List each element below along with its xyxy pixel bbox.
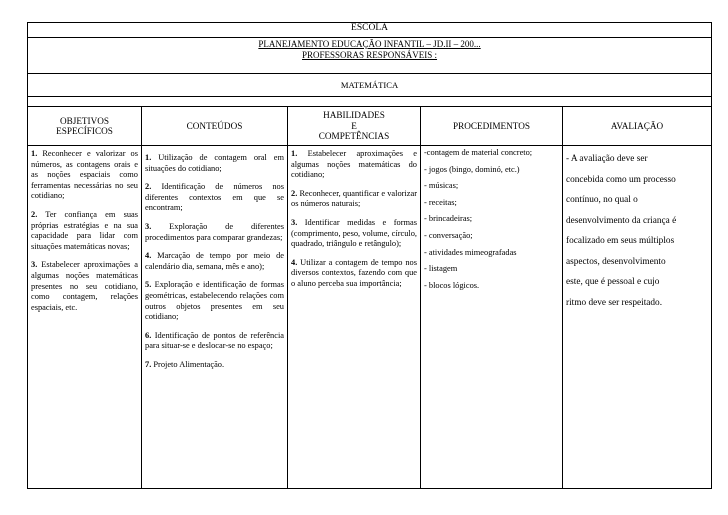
procedimento-item: - receitas;	[424, 197, 457, 207]
col-habilidades-line1: HABILIDADES	[323, 110, 385, 121]
content-row	[28, 146, 712, 489]
habilidade-item: 1. Estabelecer aproximações e algumas noções matemáticas do cotidiano;	[291, 149, 417, 180]
conteudo-item: 4. Marcação de tempo por meio de calendário dia, semana, mês e ano);	[145, 251, 284, 271]
col-objetivos: OBJETIVOS ESPECÍFICOS	[28, 107, 142, 146]
plan-title: PLANEJAMENTO EDUCAÇÃO INFANTIL – JD.II – 200...	[258, 39, 481, 49]
col-conteudos: CONTEÚDOS	[142, 107, 288, 146]
avaliacao-line: contínuo, no qual o	[566, 195, 638, 205]
procedimento-item: - jogos (bingo, dominó, etc.)	[424, 164, 520, 174]
habilidade-item: 4. Utilizar a contagem de tempo nos diversos contextos, fazendo com que o aluno perceba sua importância;	[291, 257, 417, 288]
procedimento-item: - brincadeiras;	[424, 214, 473, 224]
avaliacao-cell	[563, 146, 712, 489]
procedimento-item: - atividades mimeografadas	[424, 247, 517, 257]
col-habilidades	[288, 107, 421, 146]
procedimentos-cell	[421, 146, 563, 489]
avaliacao-line: concebida como um processo	[566, 174, 676, 185]
avaliacao-line: aspectos, desenvolvimento	[566, 256, 666, 267]
planning-table	[27, 22, 712, 489]
spacer-cell	[28, 97, 712, 107]
procedimento-item: - blocos lógicos.	[424, 280, 480, 290]
procedimento-item: - músicas;	[424, 181, 459, 191]
conteudo-item: 2. Identificação de números nos diferentes contextos em que se encontram;	[145, 182, 284, 213]
conteudo-item: 3. Exploração de diferentes procedimentos para comparar grandezas;	[145, 221, 284, 242]
habilidade-item: 2. Reconhecer, quantificar e valorizar os números naturais;	[291, 188, 417, 209]
avaliacao-line: ritmo deve ser respeitado.	[566, 297, 663, 308]
conteudo-item: 5. Exploração e identificação de formas geométricas, estabelecendo relações com outros objetos presentes em seu cotidiano;	[145, 280, 284, 322]
col-avaliacao: AVALIAÇÃO	[563, 107, 712, 146]
objetivo-item: 3. Estabelecer aproximações a algumas noções matemáticas presentes no seu cotidiano, como contagem, relações espaciais, etc.	[31, 260, 138, 312]
planning-sheet	[27, 22, 711, 489]
avaliacao-line: desenvolvimento da criança é	[566, 215, 677, 226]
procedimento-item: -contagem de material concreto;	[424, 148, 533, 157]
avaliacao-line: - A avaliação deve ser	[566, 154, 648, 164]
col-procedimentos: PROCEDIMENTOS	[421, 107, 563, 146]
column-header-row	[28, 107, 712, 146]
title-row	[28, 38, 712, 74]
habilidades-cell	[288, 146, 421, 489]
teachers-label: PROFESSORAS RESPONSÁVEIS :	[302, 50, 438, 60]
school-name: ESCOLA	[28, 23, 712, 38]
col-habilidades-line3: COMPETÊNCIAS	[318, 131, 390, 142]
avaliacao-line: este, que é pessoal e cujo	[566, 277, 660, 287]
subject-row	[28, 74, 712, 97]
conteudos-cell	[142, 146, 288, 489]
col-habilidades-line2: E	[351, 120, 357, 131]
spacer-row	[28, 97, 712, 107]
objetivo-item: 1. Reconhecer e valorizar os números, as contagens orais e as noções espaciais como ferramentas necessárias no seu cotidiano;	[31, 149, 138, 201]
school-row	[28, 23, 712, 38]
avaliacao-line: focalizado em seus múltiplos	[566, 236, 675, 246]
habilidade-item: 3. Identificar medidas e formas (comprimento, peso, volume, círculo, quadrado, triângulo e retângulo);	[291, 217, 417, 249]
subject-title: MATEMÁTICA	[28, 74, 712, 97]
objetivos-cell	[28, 146, 142, 489]
procedimento-item: - listagem	[424, 264, 458, 274]
objetivo-item: 2. Ter confiança em suas próprias estratégias e na sua capacidade para lidar com situações matemáticas novas;	[31, 209, 138, 251]
conteudo-item: 6. Identificação de pontos de referência para situar-se e deslocar-se no espaço;	[145, 330, 284, 351]
title-block	[28, 38, 712, 74]
conteudo-item: 1. Utilização de contagem oral em situações do cotidiano;	[145, 153, 284, 173]
conteudo-item: 7. Projeto Alimentação.	[145, 359, 225, 369]
procedimento-item: - conversação;	[424, 230, 473, 240]
